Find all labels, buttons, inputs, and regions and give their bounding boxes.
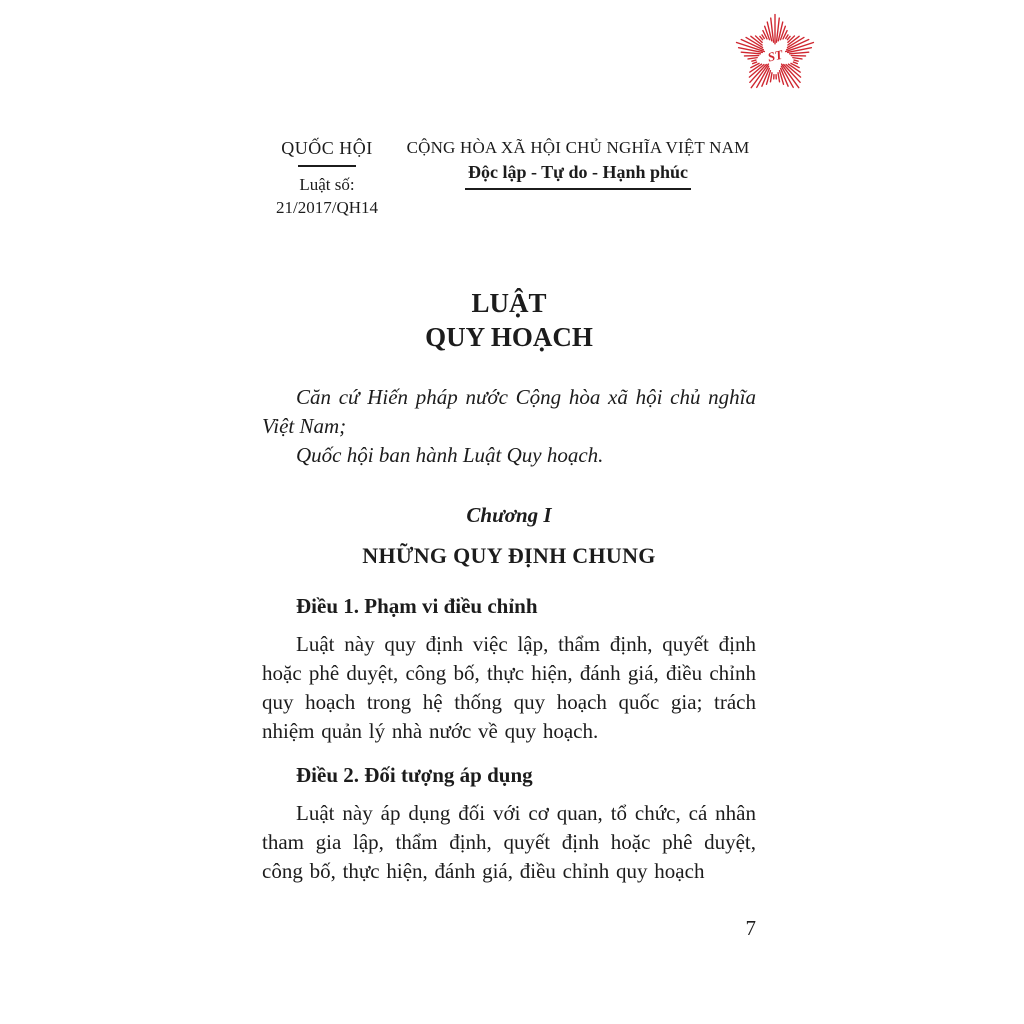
- chapter-title: NHỮNG QUY ĐỊNH CHUNG: [362, 543, 656, 568]
- document-header: [262, 138, 756, 218]
- law-title-line1: LUẬT: [471, 288, 547, 318]
- national-motto-block: [400, 138, 756, 218]
- law-number-label: Luật số:: [299, 175, 355, 194]
- page-number: 7: [745, 916, 756, 940]
- publisher-star-logo: [732, 12, 818, 98]
- starburst-icon: [732, 12, 818, 98]
- issuer-name: QUỐC HỘI: [281, 138, 373, 158]
- national-motto: Độc lập - Tự do - Hạnh phúc: [465, 162, 691, 190]
- article-2-heading: Điều 2. Đối tượng áp dụng: [296, 763, 533, 787]
- chapter-label: Chương I: [466, 503, 552, 527]
- law-title-line2: QUY HOẠCH: [425, 322, 593, 352]
- article-1: [262, 594, 756, 746]
- issuer-underline: [298, 165, 356, 167]
- article-1-heading: Điều 1. Phạm vi điều chỉnh: [296, 594, 538, 618]
- article-2-body: Luật này áp dụng đối với cơ quan, tổ chức, cá nhân tham gia lập, thẩm định, quyết định hoặc phê duyệt, công bố, thực hiện, đánh giá, điều chỉnh quy hoạch: [262, 801, 756, 883]
- country-name: CỘNG HÒA XÃ HỘI CHỦ NGHĨA VIỆT NAM: [406, 138, 750, 157]
- logo-monogram: ST: [766, 47, 785, 65]
- issuer-block: [262, 138, 392, 218]
- preamble-basis: Căn cứ Hiến pháp nước Cộng hòa xã hội chủ nghĩa Việt Nam;: [262, 385, 756, 438]
- preamble-enactment: Quốc hội ban hành Luật Quy hoạch.: [296, 443, 604, 467]
- article-2: [262, 763, 756, 886]
- preamble: [262, 383, 756, 470]
- article-1-body: Luật này quy định việc lập, thẩm định, quyết định hoặc phê duyệt, công bố, thực hiện, đánh giá, điều chỉnh quy hoạch trong hệ thống quy hoạch quốc gia; trách nhiệm quản lý nhà nước về quy hoạch.: [262, 632, 756, 743]
- law-number: 21/2017/QH14: [276, 198, 378, 217]
- law-title: [262, 286, 756, 354]
- chapter-heading: [262, 503, 756, 569]
